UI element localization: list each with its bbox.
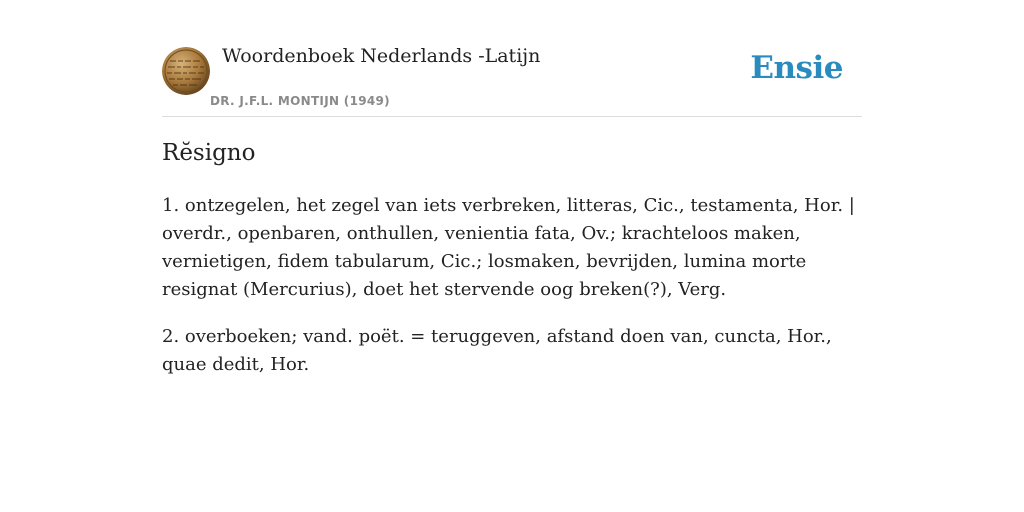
entry-headword: Rĕsigno: [162, 140, 256, 166]
dictionary-title[interactable]: Woordenboek Nederlands -Latijn: [222, 45, 541, 67]
dictionary-header: [162, 0, 862, 117]
definition-item: 2. overboeken; vand. poët. = teruggeven, afstand doen van, cuncta, Hor., quae dedit, Hor.: [162, 326, 832, 375]
dictionary-author: DR. J.F.L. MONTIJN (1949): [210, 94, 390, 108]
page: [162, 0, 862, 512]
entry-definitions: [162, 192, 862, 398]
coin-seal-icon[interactable]: [162, 47, 210, 95]
ensie-logo-link[interactable]: Ensie: [750, 50, 843, 86]
definition-item: 1. ontzegelen, het zegel van iets verbreken, litteras, Cic., testamenta, Hor. | overdr., openbaren, onthullen, venientia fata, Ov.; krachteloos maken, vernietigen, fidem tabularum, Cic.; losmaken, bevrijden, lumina morte resignat (Mercurius), doet het stervende oog breken(?), Verg.: [162, 195, 855, 300]
